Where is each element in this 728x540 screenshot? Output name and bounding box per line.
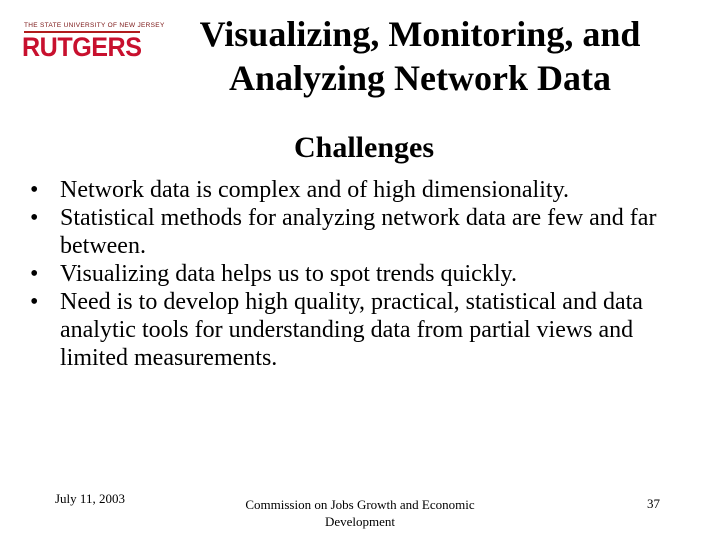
bullet-icon: •	[30, 289, 39, 315]
slide-title: Visualizing, Monitoring, and Analyzing Network Data	[199, 14, 641, 98]
rutgers-logo	[22, 22, 165, 64]
bullet-icon: •	[30, 177, 39, 203]
bullet-item	[30, 260, 700, 288]
logo-wordmark: RUTGERS	[22, 32, 142, 62]
bullet-item	[30, 288, 700, 372]
bullet-list	[30, 176, 700, 372]
bullet-icon: •	[30, 261, 39, 287]
bullet-text: Need is to develop high quality, practical, statistical and data analytic tools for understanding data from partial views and limited measurements.	[60, 289, 643, 371]
logo-tagline: THE STATE UNIVERSITY OF NEW JERSEY	[24, 22, 165, 29]
bullet-item	[30, 176, 700, 204]
footer-date: July 11, 2003	[55, 491, 125, 506]
footer-organization: Commission on Jobs Growth and Economic Development	[245, 497, 475, 529]
slide-subtitle: Challenges	[293, 131, 434, 164]
bullet-text: Statistical methods for analyzing network data are few and far between.	[60, 205, 657, 259]
bullet-text: Network data is complex and of high dimensionality.	[60, 177, 570, 203]
bullet-icon: •	[30, 205, 39, 231]
bullet-item	[30, 204, 700, 260]
page-number: 37	[647, 496, 660, 511]
bullet-text: Visualizing data helps us to spot trends quickly.	[60, 261, 517, 287]
